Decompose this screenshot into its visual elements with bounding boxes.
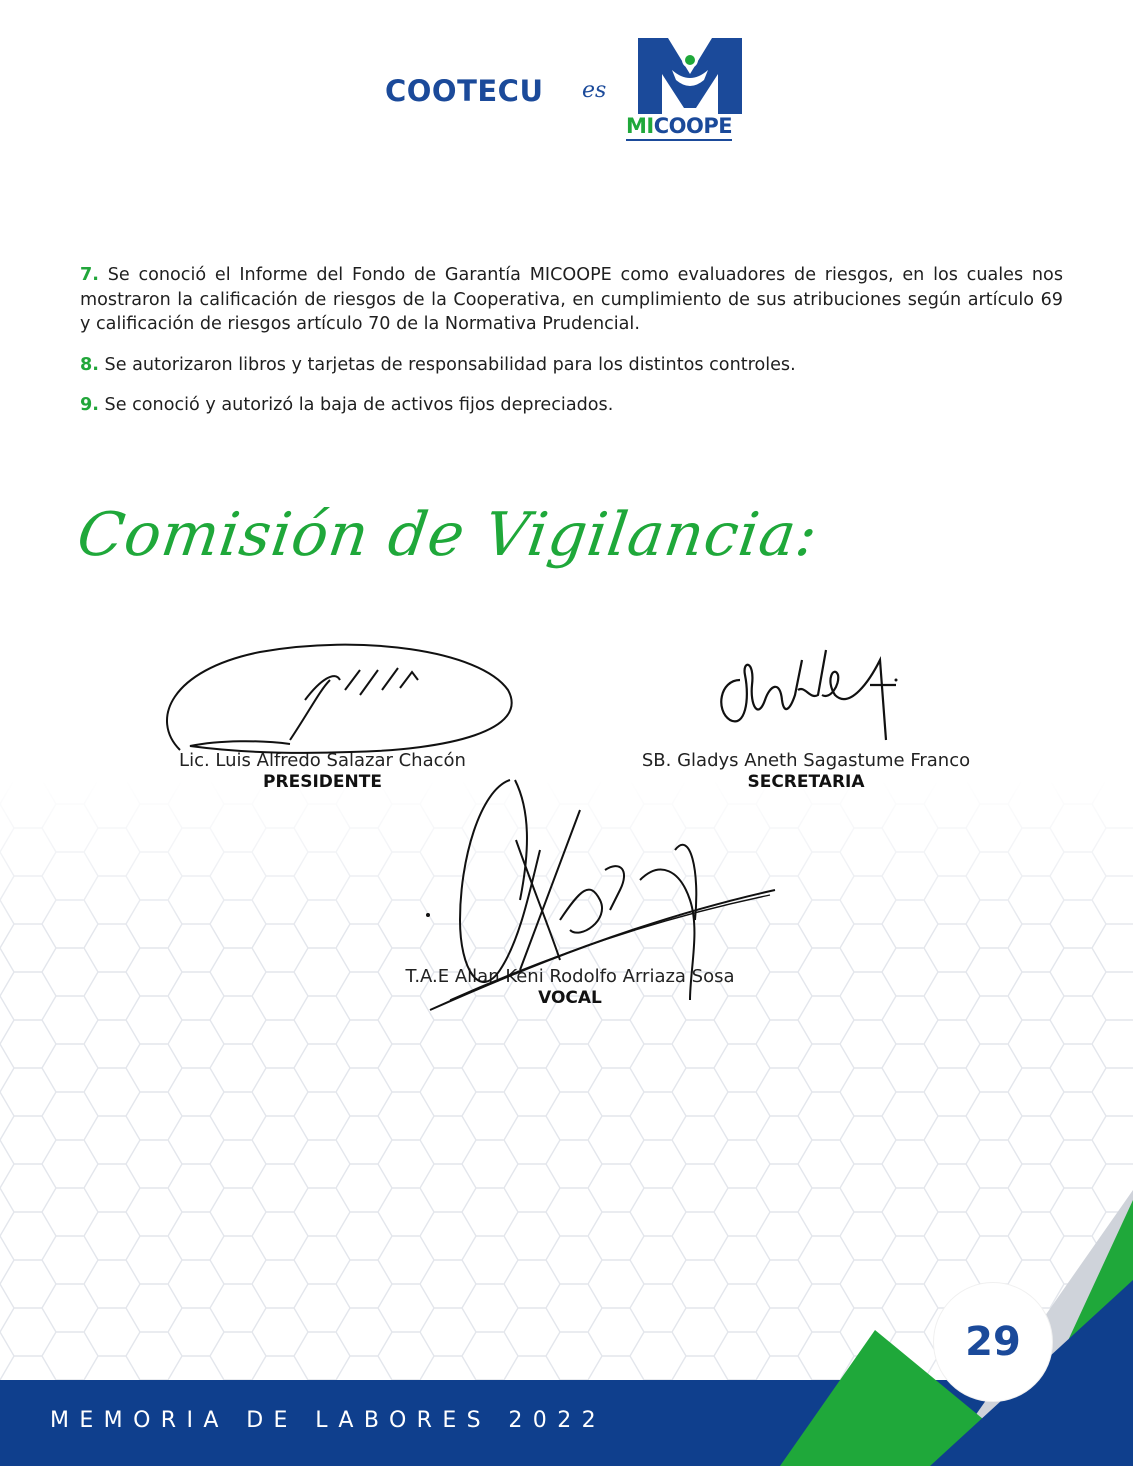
item-number: 7. [80,265,99,285]
signer-role: PRESIDENTE [263,772,382,792]
micoope-logo-icon [634,34,746,118]
micoope-logo-text: MICOOPE [626,114,732,141]
page-header [0,30,1133,150]
brand-name: COOTECU [385,74,544,108]
signer-secretary [610,750,1002,792]
item-number: 9. [80,395,99,415]
signer-president [140,750,505,792]
signer-role: VOCAL [538,988,602,1008]
secretary-signature-icon [710,640,910,750]
footer-title: MEMORIA DE LABORES 2022 [50,1408,606,1433]
item-number: 8. [80,354,99,375]
signer-vocal [370,966,770,1008]
signer-name: T.A.E Allan Keni Rodolfo Arriaza Sosa [405,966,735,987]
signer-name: Lic. Luis Alfredo Salazar Chacón [179,750,466,771]
list-item [80,263,1063,337]
list-item [80,353,1063,378]
page-number: 29 [965,1319,1021,1365]
page-number-badge [934,1283,1052,1401]
agreement-list [80,263,1063,434]
item-text: Se conoció el Informe del Fondo de Garantía MICOOPE como evaluadores de riesgos, en los cuales nos mostraron la calificación de riesgos de la Cooperativa, en cumplimiento de sus atribuciones según artículo 69 y calificación de riesgos artículo 70 de la Normativa Prudencial. [80,265,1063,334]
brand-connector: es [582,78,607,103]
signer-name: SB. Gladys Aneth Sagastume Franco [641,750,971,771]
item-text: Se autorizaron libros y tarjetas de responsabilidad para los distintos controles. [104,354,796,375]
item-text: Se conoció y autorizó la baja de activos fijos depreciados. [104,395,614,415]
list-item [80,393,1063,418]
section-title: Comisión de Vigilancia: [73,500,823,570]
signer-role: SECRETARIA [747,772,865,792]
